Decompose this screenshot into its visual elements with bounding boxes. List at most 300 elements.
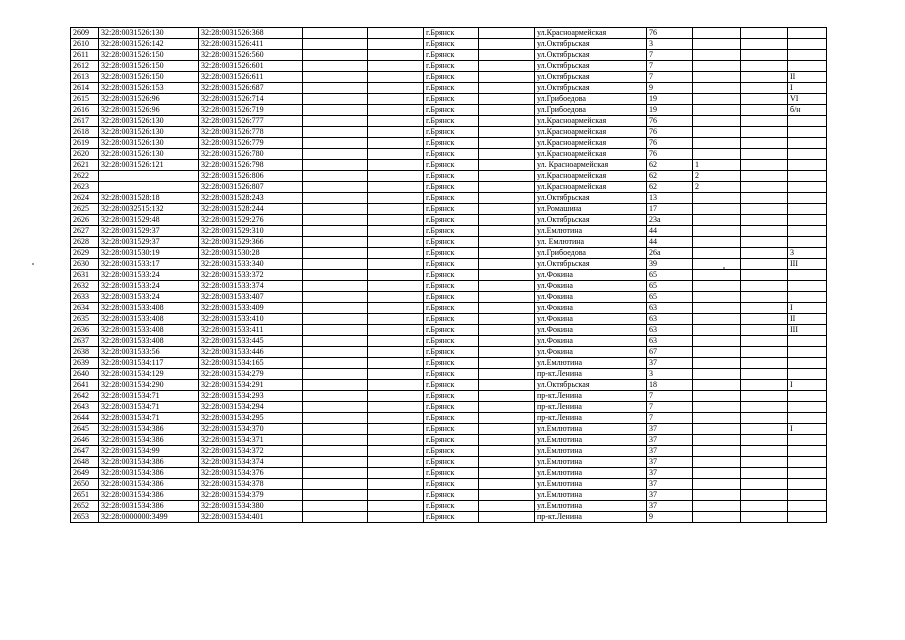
cadastral-number-cell: 32:28:0031534:379 <box>199 490 303 501</box>
house-cell: 9 <box>647 83 693 94</box>
table-row <box>71 149 827 160</box>
empty-cell <box>368 270 424 281</box>
empty-cell <box>368 127 424 138</box>
empty-cell <box>479 391 535 402</box>
premises-cell <box>788 171 827 182</box>
street-cell: ул.Емлютина <box>535 457 647 468</box>
cadastral-number-cell: 32:28:0031534:294 <box>199 402 303 413</box>
row-number-cell: 2633 <box>71 292 99 303</box>
table-row <box>71 226 827 237</box>
empty-cell <box>741 171 788 182</box>
cadastral-parent-cell: 32:28:0031526:130 <box>99 138 199 149</box>
empty-cell <box>741 105 788 116</box>
empty-cell <box>741 259 788 270</box>
street-cell: ул.Октябрьская <box>535 259 647 270</box>
empty-cell <box>741 149 788 160</box>
table-row <box>71 270 827 281</box>
cadastral-number-cell: 32:28:0031534:165 <box>199 358 303 369</box>
cadastral-parent-cell: 32:28:0031526:153 <box>99 83 199 94</box>
flat-cell <box>693 193 741 204</box>
house-cell: 67 <box>647 347 693 358</box>
street-cell: пр-кт.Ленина <box>535 369 647 380</box>
cadastral-parent-cell <box>99 171 199 182</box>
empty-cell <box>368 215 424 226</box>
cadastral-parent-cell: 32:28:0031526:130 <box>99 28 199 39</box>
empty-cell <box>303 94 368 105</box>
empty-cell <box>741 501 788 512</box>
empty-cell <box>303 325 368 336</box>
empty-cell <box>479 402 535 413</box>
premises-cell <box>788 50 827 61</box>
house-cell: 76 <box>647 149 693 160</box>
premises-cell <box>788 215 827 226</box>
house-cell: 17 <box>647 204 693 215</box>
empty-cell <box>741 182 788 193</box>
empty-cell <box>303 391 368 402</box>
flat-cell <box>693 259 741 270</box>
table-row <box>71 72 827 83</box>
empty-cell <box>479 369 535 380</box>
street-cell: ул.Грибоедова <box>535 105 647 116</box>
cadastral-number-cell: 32:28:0031534:370 <box>199 424 303 435</box>
city-cell: г.Брянск <box>424 149 479 160</box>
premises-cell <box>788 369 827 380</box>
empty-cell <box>741 83 788 94</box>
premises-cell <box>788 391 827 402</box>
empty-cell <box>303 292 368 303</box>
premises-cell <box>788 413 827 424</box>
street-cell: ул.Емлютина <box>535 501 647 512</box>
table-row <box>71 457 827 468</box>
row-number-cell: 2648 <box>71 457 99 468</box>
row-number-cell: 2649 <box>71 468 99 479</box>
cadastral-number-cell: 32:28:0031526:601 <box>199 61 303 72</box>
empty-cell <box>741 358 788 369</box>
cadastral-parent-cell: 32:28:0031534:99 <box>99 446 199 457</box>
house-cell: 37 <box>647 424 693 435</box>
empty-cell <box>741 479 788 490</box>
empty-cell <box>303 226 368 237</box>
house-cell: 63 <box>647 325 693 336</box>
row-number-cell: 2630 <box>71 259 99 270</box>
premises-cell <box>788 446 827 457</box>
empty-cell <box>741 61 788 72</box>
premises-cell: VI <box>788 94 827 105</box>
premises-cell <box>788 28 827 39</box>
cadastral-parent-cell <box>99 182 199 193</box>
flat-cell <box>693 413 741 424</box>
row-number-cell: 2640 <box>71 369 99 380</box>
premises-cell <box>788 61 827 72</box>
cadastral-number-cell: 32:28:0031533:409 <box>199 303 303 314</box>
row-number-cell: 2646 <box>71 435 99 446</box>
flat-cell <box>693 314 741 325</box>
city-cell: г.Брянск <box>424 39 479 50</box>
empty-cell <box>479 94 535 105</box>
row-number-cell: 2632 <box>71 281 99 292</box>
cadastral-parent-cell: 32:28:0031526:130 <box>99 116 199 127</box>
empty-cell <box>368 182 424 193</box>
city-cell: г.Брянск <box>424 259 479 270</box>
empty-cell <box>479 314 535 325</box>
premises-cell <box>788 193 827 204</box>
empty-cell <box>479 292 535 303</box>
row-number-cell: 2613 <box>71 72 99 83</box>
empty-cell <box>741 281 788 292</box>
cadastral-parent-cell: 32:28:0031534:386 <box>99 424 199 435</box>
city-cell: г.Брянск <box>424 248 479 259</box>
cadastral-number-cell: 32:28:0031526:779 <box>199 138 303 149</box>
empty-cell <box>368 149 424 160</box>
cadastral-parent-cell: 32:28:0031534:386 <box>99 435 199 446</box>
premises-cell <box>788 270 827 281</box>
empty-cell <box>368 292 424 303</box>
city-cell: г.Брянск <box>424 347 479 358</box>
city-cell: г.Брянск <box>424 446 479 457</box>
table-row <box>71 501 827 512</box>
cadastral-parent-cell: 32:28:0031534:386 <box>99 468 199 479</box>
empty-cell <box>368 402 424 413</box>
table-row <box>71 336 827 347</box>
row-number-cell: 2620 <box>71 149 99 160</box>
cadastral-number-cell: 32:28:0031534:291 <box>199 380 303 391</box>
city-cell: г.Брянск <box>424 424 479 435</box>
street-cell: ул.Емлютина <box>535 446 647 457</box>
city-cell: г.Брянск <box>424 512 479 523</box>
flat-cell <box>693 215 741 226</box>
street-cell: ул.Емлютина <box>535 226 647 237</box>
flat-cell <box>693 72 741 83</box>
empty-cell <box>479 281 535 292</box>
empty-cell <box>303 424 368 435</box>
cadastral-parent-cell: 32:28:0031528:18 <box>99 193 199 204</box>
flat-cell <box>693 380 741 391</box>
empty-cell <box>741 94 788 105</box>
empty-cell <box>368 160 424 171</box>
city-cell: г.Брянск <box>424 105 479 116</box>
table-row <box>71 94 827 105</box>
empty-cell <box>303 105 368 116</box>
table-row <box>71 182 827 193</box>
empty-cell <box>368 424 424 435</box>
street-cell: ул.Октябрьская <box>535 39 647 50</box>
cadastral-number-cell: 32:28:0031526:687 <box>199 83 303 94</box>
row-number-cell: 2627 <box>71 226 99 237</box>
premises-cell <box>788 138 827 149</box>
cadastral-number-cell: 32:28:0031534:372 <box>199 446 303 457</box>
empty-cell <box>303 127 368 138</box>
table-row <box>71 325 827 336</box>
cadastral-parent-cell: 32:28:0032515:132 <box>99 204 199 215</box>
empty-cell <box>303 50 368 61</box>
premises-cell <box>788 490 827 501</box>
premises-cell <box>788 281 827 292</box>
row-number-cell: 2617 <box>71 116 99 127</box>
row-number-cell: 2621 <box>71 160 99 171</box>
empty-cell <box>479 204 535 215</box>
cadastral-number-cell: 32:28:0031534:374 <box>199 457 303 468</box>
premises-cell: 3 <box>788 248 827 259</box>
empty-cell <box>741 237 788 248</box>
street-cell: ул.Октябрьская <box>535 380 647 391</box>
empty-cell <box>303 435 368 446</box>
house-cell: 65 <box>647 270 693 281</box>
city-cell: г.Брянск <box>424 369 479 380</box>
row-number-cell: 2644 <box>71 413 99 424</box>
house-cell: 7 <box>647 402 693 413</box>
empty-cell <box>303 270 368 281</box>
cadastral-parent-cell: 32:28:0031534:71 <box>99 391 199 402</box>
row-number-cell: 2642 <box>71 391 99 402</box>
city-cell: г.Брянск <box>424 171 479 182</box>
cadastral-number-cell: 32:28:0031526:777 <box>199 116 303 127</box>
house-cell: 7 <box>647 50 693 61</box>
empty-cell <box>368 116 424 127</box>
street-cell: ул.Емлютина <box>535 435 647 446</box>
street-cell: пр-кт.Ленина <box>535 391 647 402</box>
street-cell: ул.Фокина <box>535 281 647 292</box>
empty-cell <box>479 182 535 193</box>
flat-cell <box>693 270 741 281</box>
cadastral-number-cell: 32:28:0031529:366 <box>199 237 303 248</box>
table-row <box>71 39 827 50</box>
table-row <box>71 347 827 358</box>
row-number-cell: 2638 <box>71 347 99 358</box>
premises-cell: I <box>788 83 827 94</box>
city-cell: г.Брянск <box>424 138 479 149</box>
table-row <box>71 50 827 61</box>
cadastral-number-cell: 32:28:0031526:807 <box>199 182 303 193</box>
street-cell: ул.Красноармейская <box>535 138 647 149</box>
city-cell: г.Брянск <box>424 61 479 72</box>
cadastral-parent-cell: 32:28:0031534:386 <box>99 457 199 468</box>
flat-cell <box>693 39 741 50</box>
cadastral-number-cell: 32:28:0031529:310 <box>199 226 303 237</box>
empty-cell <box>368 138 424 149</box>
table-row <box>71 314 827 325</box>
table-row <box>71 116 827 127</box>
street-cell: ул.Емлютина <box>535 468 647 479</box>
cadastral-parent-cell: 32:28:0031533:17 <box>99 259 199 270</box>
city-cell: г.Брянск <box>424 303 479 314</box>
flat-cell <box>693 281 741 292</box>
street-cell: ул.Октябрьская <box>535 72 647 83</box>
empty-cell <box>368 369 424 380</box>
flat-cell <box>693 435 741 446</box>
street-cell: ул.Емлютина <box>535 424 647 435</box>
empty-cell <box>741 138 788 149</box>
row-number-cell: 2628 <box>71 237 99 248</box>
table-row <box>71 292 827 303</box>
empty-cell <box>479 270 535 281</box>
table-row <box>71 380 827 391</box>
cadastral-number-cell: 32:28:0031533:407 <box>199 292 303 303</box>
cadastral-parent-cell: 32:28:0031530:19 <box>99 248 199 259</box>
house-cell: 63 <box>647 303 693 314</box>
empty-cell <box>368 512 424 523</box>
premises-cell: б/н <box>788 105 827 116</box>
cadastral-number-cell: 32:28:0031533:446 <box>199 347 303 358</box>
empty-cell <box>303 501 368 512</box>
empty-cell <box>479 347 535 358</box>
city-cell: г.Брянск <box>424 292 479 303</box>
house-cell: 7 <box>647 61 693 72</box>
empty-cell <box>741 160 788 171</box>
city-cell: г.Брянск <box>424 325 479 336</box>
empty-cell <box>303 512 368 523</box>
premises-cell <box>788 160 827 171</box>
empty-cell <box>368 193 424 204</box>
cadastral-number-cell: 32:28:0031533:411 <box>199 325 303 336</box>
house-cell: 37 <box>647 501 693 512</box>
row-number-cell: 2624 <box>71 193 99 204</box>
house-cell: 7 <box>647 72 693 83</box>
table-row <box>71 193 827 204</box>
empty-cell <box>479 479 535 490</box>
premises-cell: II <box>788 314 827 325</box>
cadastral-number-cell: 32:28:0031534:378 <box>199 479 303 490</box>
cadastral-parent-cell: 32:28:0031533:408 <box>99 314 199 325</box>
flat-cell <box>693 490 741 501</box>
row-number-cell: 2611 <box>71 50 99 61</box>
cadastral-number-cell: 32:28:0031526:411 <box>199 39 303 50</box>
empty-cell <box>303 248 368 259</box>
flat-cell <box>693 347 741 358</box>
empty-cell <box>303 303 368 314</box>
empty-cell <box>479 160 535 171</box>
premises-cell <box>788 149 827 160</box>
city-cell: г.Брянск <box>424 358 479 369</box>
empty-cell <box>303 347 368 358</box>
row-number-cell: 2635 <box>71 314 99 325</box>
empty-cell <box>479 28 535 39</box>
row-number-cell: 2647 <box>71 446 99 457</box>
table-row <box>71 391 827 402</box>
empty-cell <box>479 149 535 160</box>
premises-cell: I <box>788 424 827 435</box>
row-number-cell: 2641 <box>71 380 99 391</box>
house-cell: 63 <box>647 336 693 347</box>
empty-cell <box>741 457 788 468</box>
table-row <box>71 127 827 138</box>
empty-cell <box>303 149 368 160</box>
house-cell: 23а <box>647 215 693 226</box>
empty-cell <box>368 105 424 116</box>
street-cell: ул.Грибоедова <box>535 94 647 105</box>
empty-cell <box>479 83 535 94</box>
empty-cell <box>368 248 424 259</box>
street-cell: ул.Октябрьская <box>535 50 647 61</box>
empty-cell <box>479 259 535 270</box>
empty-cell <box>479 39 535 50</box>
empty-cell <box>368 50 424 61</box>
empty-cell <box>479 435 535 446</box>
street-cell: ул. Красноармейская <box>535 160 647 171</box>
premises-cell <box>788 204 827 215</box>
cadastral-parent-cell: 32:28:0031526:130 <box>99 149 199 160</box>
flat-cell <box>693 446 741 457</box>
empty-cell <box>368 314 424 325</box>
cadastral-parent-cell: 32:28:0031526:150 <box>99 50 199 61</box>
empty-cell <box>479 237 535 248</box>
empty-cell <box>479 501 535 512</box>
table-row <box>71 358 827 369</box>
city-cell: г.Брянск <box>424 413 479 424</box>
empty-cell <box>479 468 535 479</box>
flat-cell <box>693 501 741 512</box>
city-cell: г.Брянск <box>424 94 479 105</box>
premises-cell <box>788 127 827 138</box>
empty-cell <box>303 83 368 94</box>
house-cell: 65 <box>647 281 693 292</box>
cadastral-parent-cell: 32:28:0031533:24 <box>99 270 199 281</box>
city-cell: г.Брянск <box>424 490 479 501</box>
empty-cell <box>479 61 535 72</box>
flat-cell <box>693 369 741 380</box>
empty-cell <box>479 127 535 138</box>
flat-cell <box>693 61 741 72</box>
premises-cell: II <box>788 72 827 83</box>
cadastral-parent-cell: 32:28:0031534:386 <box>99 490 199 501</box>
flat-cell <box>693 248 741 259</box>
city-cell: г.Брянск <box>424 501 479 512</box>
flat-cell <box>693 237 741 248</box>
empty-cell <box>741 292 788 303</box>
cadastral-number-cell: 32:28:0031533:340 <box>199 259 303 270</box>
premises-cell <box>788 347 827 358</box>
table-row <box>71 512 827 523</box>
empty-cell <box>741 72 788 83</box>
empty-cell <box>741 490 788 501</box>
premises-cell: III <box>788 259 827 270</box>
flat-cell <box>693 28 741 39</box>
empty-cell <box>303 237 368 248</box>
empty-cell <box>368 457 424 468</box>
premises-cell <box>788 501 827 512</box>
premises-cell <box>788 435 827 446</box>
cadastral-number-cell: 32:28:0031533:374 <box>199 281 303 292</box>
cadastral-number-cell: 32:28:0031534:279 <box>199 369 303 380</box>
empty-cell <box>741 204 788 215</box>
table-row <box>71 215 827 226</box>
empty-cell <box>368 380 424 391</box>
empty-cell <box>303 72 368 83</box>
empty-cell <box>479 380 535 391</box>
cadastral-parent-cell: 32:28:0031526:150 <box>99 72 199 83</box>
empty-cell <box>368 479 424 490</box>
cadastral-parent-cell: 32:28:0031526:142 <box>99 39 199 50</box>
flat-cell <box>693 479 741 490</box>
street-cell: ул.Фокина <box>535 336 647 347</box>
cadastral-parent-cell: 32:28:0031526:121 <box>99 160 199 171</box>
empty-cell <box>368 83 424 94</box>
empty-cell <box>479 215 535 226</box>
empty-cell <box>303 215 368 226</box>
empty-cell <box>368 28 424 39</box>
row-number-cell: 2636 <box>71 325 99 336</box>
cadastral-number-cell: 32:28:0031533:445 <box>199 336 303 347</box>
empty-cell <box>368 468 424 479</box>
empty-cell <box>368 94 424 105</box>
premises-cell <box>788 292 827 303</box>
empty-cell <box>303 138 368 149</box>
house-cell: 37 <box>647 457 693 468</box>
empty-cell <box>368 281 424 292</box>
street-cell: ул.Октябрьская <box>535 215 647 226</box>
house-cell: 62 <box>647 182 693 193</box>
city-cell: г.Брянск <box>424 28 479 39</box>
cadastral-parent-cell: 32:28:0031533:408 <box>99 325 199 336</box>
